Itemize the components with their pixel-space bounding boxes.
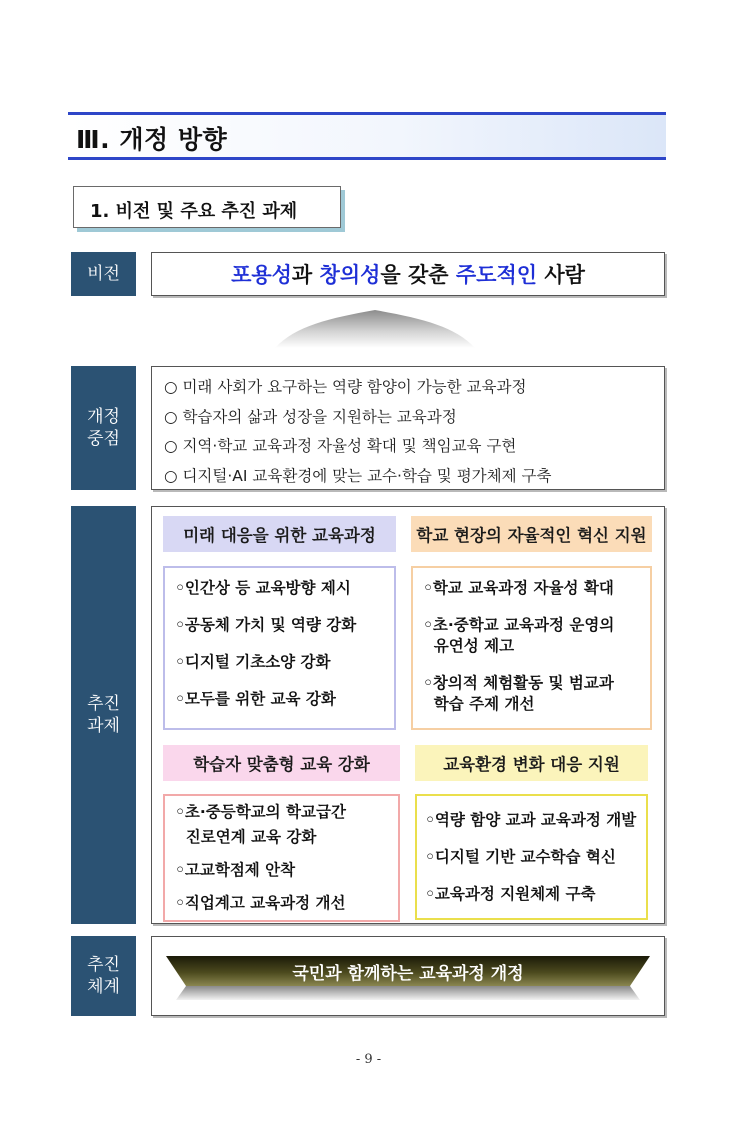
vision-box (151, 252, 665, 296)
system-banner-text: 국민과 함께하는 교육과정 개정 (292, 963, 524, 984)
focus-box (151, 366, 665, 490)
task-item: 진로연계 교육 강화 (175, 828, 317, 846)
task-item: ◦고교학점제 안착 (175, 861, 296, 879)
task-item: ◦공동체 가치 및 역량 강화 (175, 616, 357, 634)
task-group-items-environment (415, 794, 648, 920)
task-item: ◦창의적 체험활동 및 범교과 (423, 674, 614, 692)
vision-keyword-self-directed: 주도적인 (455, 263, 538, 287)
task-item: ◦인간상 등 교육방향 제시 (175, 579, 351, 597)
task-item: ◦학교 교육과정 자율성 확대 (423, 579, 614, 597)
task-group-title-future: 미래 대응을 위한 교육과정 (163, 516, 396, 552)
task-group-items-learner (163, 794, 400, 922)
task-item: ◦디지털 기초소양 강화 (175, 653, 331, 671)
focus-item: ○ 미래 사회가 요구하는 역량 함양이 가능한 교육과정 (164, 378, 527, 396)
section-title: Ⅲ. 개정 방향 (76, 125, 228, 154)
task-item: ◦초·중학교 교육과정 운영의 (423, 616, 615, 634)
page-number: - 9 - (355, 1052, 382, 1067)
vision-keyword-creativity: 창의성 (319, 263, 381, 287)
task-item: ◦역량 함양 교과 교육과정 개발 (425, 811, 637, 829)
focus-item: ○ 학습자의 삶과 성장을 지원하는 교육과정 (164, 407, 457, 426)
task-group-items-school (411, 566, 652, 730)
task-item: ◦직업계고 교육과정 개선 (175, 894, 346, 912)
subsection-title: 1. 비전 및 주요 추진 과제 (90, 201, 298, 222)
tasks-label: 추진 과제 (71, 506, 136, 924)
task-item: ◦초·중등학교의 학교급간 (175, 803, 346, 821)
task-item: ◦디지털 기반 교수학습 혁신 (425, 848, 616, 866)
vision-label: 비전 (71, 252, 136, 296)
task-item: 유연성 제고 (423, 637, 515, 655)
up-arrow-icon (270, 308, 480, 350)
vision-text: 을 갖춘 (380, 263, 456, 287)
vision-keyword-inclusiveness: 포용성 (231, 263, 292, 287)
task-group-title-school: 학교 현장의 자율적인 혁신 지원 (411, 516, 652, 552)
task-item: ◦교육과정 지원체제 구축 (425, 885, 596, 903)
focus-label: 개정 중점 (71, 366, 136, 490)
focus-item: ○ 지역·학교 교육과정 자율성 확대 및 책임교육 구현 (164, 437, 517, 455)
task-item: ◦모두를 위한 교육 강화 (175, 690, 336, 708)
system-label: 추진 체계 (71, 936, 136, 1016)
task-group-items-future (163, 566, 396, 730)
task-item: 학습 주제 개선 (423, 695, 535, 713)
focus-item: ○ 디지털·AI 교육환경에 맞는 교수·학습 및 평가체제 구축 (164, 466, 552, 485)
task-group-title-learner: 학습자 맞춤형 교육 강화 (163, 745, 400, 781)
task-group-title-environment: 교육환경 변화 대응 지원 (415, 745, 648, 781)
vision-text: 사람 (537, 263, 585, 287)
vision-text: 과 (291, 263, 320, 287)
